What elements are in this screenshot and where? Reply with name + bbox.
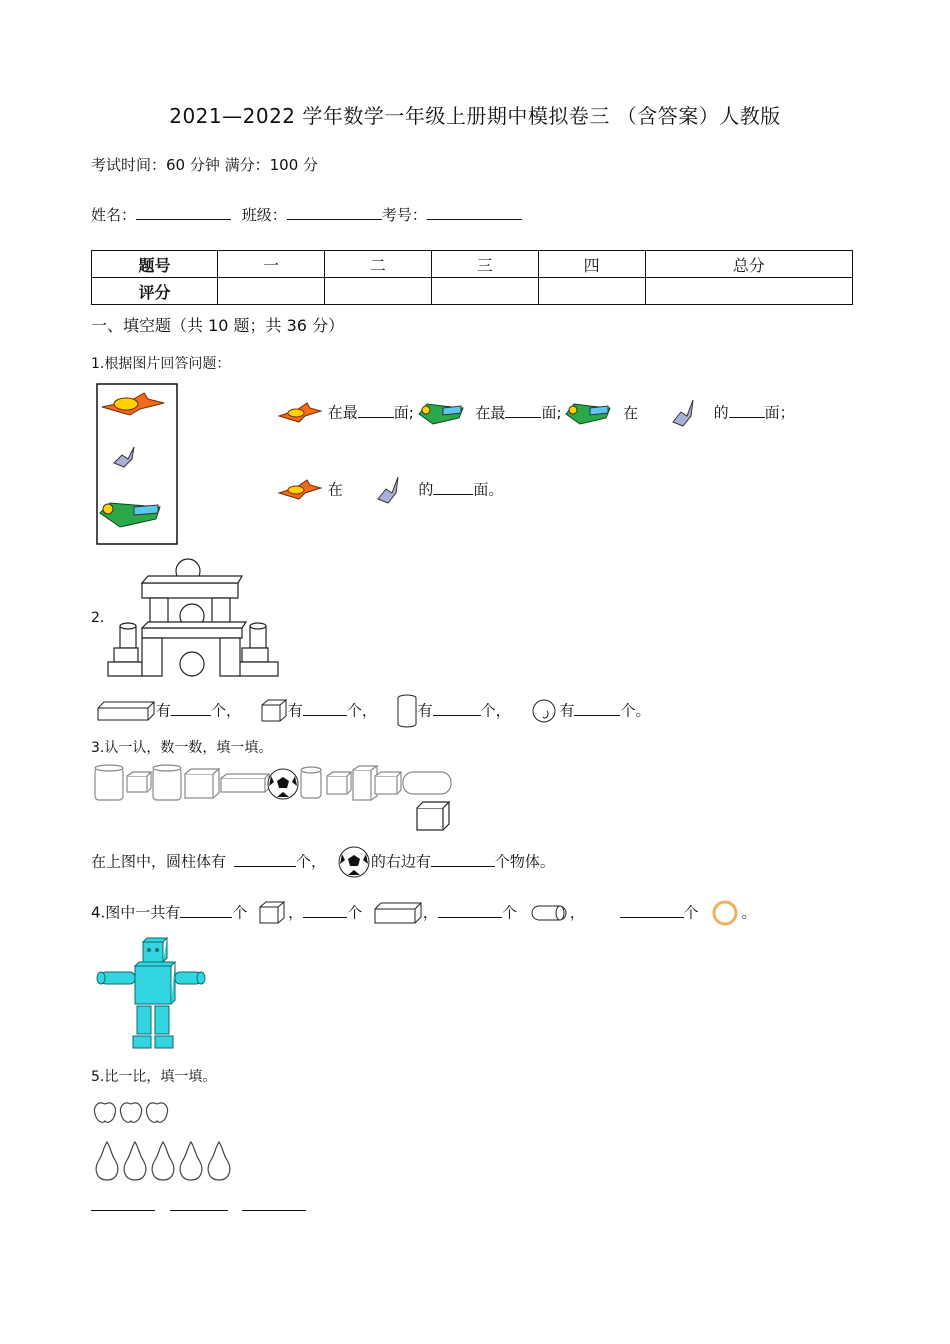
- answer-blank[interactable]: [358, 403, 394, 418]
- q4-text: 个: [683, 903, 699, 922]
- q3-text: 的右边有: [370, 852, 431, 871]
- answer-blank[interactable]: [91, 1210, 155, 1211]
- q2-text: 有: [287, 701, 303, 720]
- score-header-cell: 题号: [92, 251, 218, 278]
- answer-blank[interactable]: [433, 701, 481, 716]
- sphere-icon: [711, 898, 741, 928]
- cube-icon: [258, 900, 288, 926]
- page-title: 2021—2022 学年数学一年级上册期中模拟卷三 （含答案）人教版: [169, 104, 781, 128]
- q1-text: 的: [713, 403, 729, 422]
- name-blank[interactable]: [136, 205, 231, 220]
- number-label: 考号：: [381, 206, 427, 224]
- answer-blank[interactable]: [431, 852, 495, 867]
- q1-text: 在最: [475, 403, 506, 422]
- score-cell[interactable]: [538, 278, 645, 305]
- robot-picture: [95, 938, 207, 1054]
- score-header-cell: 四: [538, 251, 645, 278]
- q1-text: 面。: [473, 480, 504, 499]
- cylinder-icon: [396, 694, 418, 728]
- q1-text: 面；: [764, 403, 795, 422]
- q2-text: 有: [156, 701, 172, 720]
- q2-text: 个，: [480, 701, 511, 720]
- q1-prompt: 1.根据图片回答问题：: [91, 356, 231, 372]
- q4-text: 个: [347, 903, 363, 922]
- q2-line: [96, 694, 650, 722]
- q2-text: 有: [417, 701, 433, 720]
- score-cell[interactable]: [431, 278, 538, 305]
- pears-picture: [93, 1136, 243, 1182]
- score-table-row: [92, 278, 853, 305]
- class-label: 班级：: [241, 206, 287, 224]
- q4-text: ，: [288, 903, 304, 922]
- q1-picture-frame: [96, 383, 178, 545]
- answer-blank[interactable]: [729, 403, 765, 418]
- answer-blank[interactable]: [303, 903, 347, 918]
- score-cell[interactable]: [645, 278, 852, 305]
- answer-blank[interactable]: [433, 480, 473, 495]
- q2-number: 2.: [91, 610, 105, 626]
- answer-blank[interactable]: [620, 903, 684, 918]
- answer-blank[interactable]: [574, 701, 620, 716]
- q2-text: 个，: [211, 701, 242, 720]
- soccer-ball-icon: [337, 846, 371, 878]
- score-header-cell: 一: [218, 251, 325, 278]
- shapes-row-picture: [93, 764, 455, 834]
- exam-info: 考试时间：60 分钟 满分：100 分: [91, 156, 319, 174]
- sphere-icon: [531, 697, 559, 725]
- score-header-cell: 二: [324, 251, 431, 278]
- answer-blank[interactable]: [242, 1210, 306, 1211]
- q1-text: 在: [327, 480, 343, 499]
- score-cell[interactable]: [324, 278, 431, 305]
- soccer-ball-icon: [268, 769, 298, 799]
- cuboid-icon: [373, 901, 423, 925]
- q4-text: 。: [741, 903, 757, 922]
- bird-icon: [669, 398, 699, 428]
- score-table-header-row: [92, 251, 853, 278]
- q1-line1: [277, 398, 795, 432]
- number-blank[interactable]: [427, 205, 522, 220]
- q4-line: [91, 898, 756, 928]
- score-header-cell: 三: [431, 251, 538, 278]
- score-table: [91, 250, 853, 305]
- apples-picture: [93, 1098, 171, 1124]
- name-label: 姓名：: [91, 206, 137, 224]
- q4-text: 4.图中一共有: [91, 903, 181, 922]
- answer-blank[interactable]: [438, 903, 502, 918]
- answer-blank[interactable]: [505, 403, 541, 418]
- score-cell[interactable]: [218, 278, 325, 305]
- class-blank[interactable]: [287, 205, 382, 220]
- q2-text: 有: [559, 701, 575, 720]
- plane-icon: [277, 400, 323, 426]
- ship-icon: [419, 400, 465, 426]
- q1-text: 在最: [327, 403, 358, 422]
- score-row-label: 评分: [92, 278, 218, 305]
- q1-text: 面;: [393, 403, 414, 422]
- answer-blank[interactable]: [180, 903, 232, 918]
- answer-blank[interactable]: [234, 852, 296, 867]
- answer-blank[interactable]: [171, 701, 211, 716]
- score-header-cell: 总分: [645, 251, 852, 278]
- q5-prompt: 5.比一比，填一填。: [91, 1069, 217, 1085]
- cuboid-icon: [96, 700, 156, 722]
- q3-prompt: 3.认一认，数一数，填一填。: [91, 740, 273, 756]
- q3-text: 个，: [296, 852, 327, 871]
- q2-text: 个，: [346, 701, 377, 720]
- q3-text: 在上图中，圆柱体有: [91, 852, 227, 871]
- answer-blank[interactable]: [303, 701, 347, 716]
- answer-blank[interactable]: [170, 1210, 228, 1211]
- q1-text: 面;: [541, 403, 562, 422]
- plane-icon: [277, 477, 323, 503]
- student-info-line: [91, 204, 522, 225]
- q3-line: [91, 846, 555, 876]
- q4-text: ，: [569, 903, 585, 922]
- q3-text: 个物体。: [494, 852, 555, 871]
- cube-icon: [260, 699, 288, 723]
- section-heading: 一、填空题（共 10 题；共 36 分）: [91, 316, 345, 335]
- q1-text: 在: [623, 403, 639, 422]
- q2-text: 个。: [620, 701, 651, 720]
- cylinder-icon: [530, 903, 570, 923]
- q4-text: ，: [422, 903, 438, 922]
- q4-text: 个: [501, 903, 517, 922]
- q1-text: 的: [418, 480, 434, 499]
- q1-line2: [277, 475, 503, 509]
- bird-icon: [374, 475, 404, 505]
- block-building-picture: [108, 556, 283, 680]
- q4-text: 个: [232, 903, 248, 922]
- ship-icon: [566, 400, 612, 426]
